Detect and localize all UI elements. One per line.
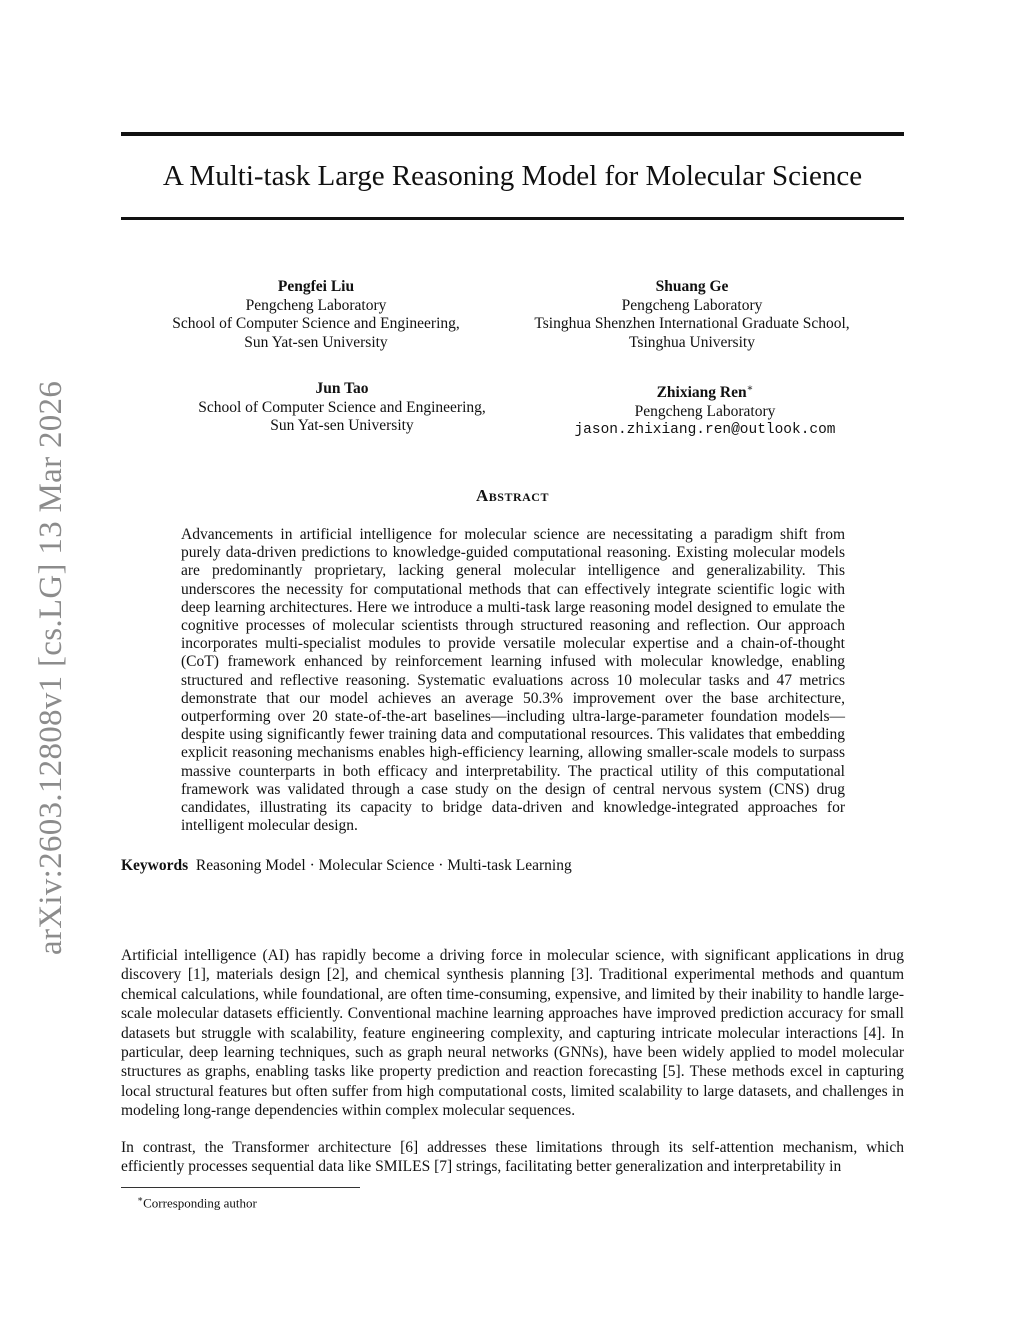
- footnote-mark: ∗: [137, 1194, 144, 1204]
- author-affiliation: Sun Yat-sen University: [244, 333, 388, 351]
- body-paragraph: Artificial intelligence (AI) has rapidly become a driving force in molecular science, with significant applications in drug discovery [1], materials design [2], and chemical synthesis planning [3]. Traditional experimental methods and quantum chemical calculations, while foundational, are often time-consuming, expensive, and limited by their inability to handle large-scale molecular datasets efficiently. Conventional machine learning approaches have improved prediction accuracy for small datasets but struggle with scalability, feature engineering complexity, and capturing intricate molecular interactions [4]. In particular, deep learning techniques, such as graph neural networks (GNNs), have been widely applied to model molecular structures as graphs, enabling tasks like property prediction and reaction forecasting [5]. These methods excel in capturing local structural features but often suffer from high computational costs, limited scalability to large datasets, and challenges in modeling long-range dependencies within complex molecular sequences.: [121, 947, 904, 1120]
- corresponding-mark: ∗: [746, 383, 754, 394]
- author-affiliation: Tsinghua Shenzhen International Graduate School,: [534, 315, 850, 332]
- keywords-text: Reasoning Model · Molecular Science · Multi-task Learning: [195, 857, 572, 874]
- author-block: [550, 380, 860, 440]
- abstract-heading: Abstract: [476, 486, 549, 505]
- author-block: [156, 278, 476, 352]
- author-name-corresponding: [550, 380, 860, 403]
- author-affiliation: School of Computer Science and Engineering,: [198, 398, 486, 416]
- keywords-label: Keywords: [121, 857, 189, 874]
- author-affiliation: Sun Yat-sen University: [270, 417, 414, 434]
- author-name: Pengfei Liu: [277, 278, 355, 295]
- body-paragraph: In contrast, the Transformer architecture [6] addresses these limitations through its self-attention mechanism, which efficiently processes sequential data like SMILES [7] strings, facilitating better generalization and interpretability in: [121, 1139, 904, 1176]
- abstract-text: Advancements in artificial intelligence for molecular science are necessitating a paradigm shift from purely data-driven predictions to knowledge-guided computational reasoning. Existing molecular models are predominantly proprietary, lacking general molecular intelligence and generalizability. This underscores the necessity for computational methods that can effectively integrate scientific logic with deep learning architectures. Here we introduce a multi-task large reasoning model designed to emulate the cognitive processes of molecular scientists through structured reasoning and reflection. Our approach incorporates multi-specialist modules to provide versatile molecular expertise and a chain-of-thought (CoT) framework enhanced by reinforcement learning infused with molecular knowledge, enabling structured and reflective reasoning. Systematic evaluations across 10 molecular tasks and 47 metrics demonstrate that our model achieves an average 50.3% improvement over the base architecture, outperforming over 20 state-of-the-art baselines—including ultra-large-parameter foundation models—despite using significantly fewer training data and computational resources. This validates that embedding explicit reasoning mechanisms enables high-efficiency learning, allowing smaller-scale models to surpass massive counterparts in both efficacy and interpretability. The practical utility of this computational framework was validated through a case study on the design of central nervous system (CNS) drug candidates, illustrating its capacity to bridge data-driven and knowledge-integrated approaches for intelligent molecular design.: [181, 526, 845, 835]
- footnote-text: Corresponding author: [143, 1195, 257, 1211]
- arxiv-stamp: arXiv:2603.12808v1 [cs.LG] 13 Mar 2026: [33, 380, 69, 955]
- author-name: Shuang Ge: [655, 278, 729, 295]
- author-affiliation: Pengcheng Laboratory: [245, 296, 387, 314]
- keywords-line: [121, 856, 572, 875]
- author-name: Jun Tao: [315, 380, 369, 397]
- author-name: Zhixiang Ren: [656, 384, 747, 402]
- author-email[interactable]: jason.zhixiang.ren@outlook.com: [574, 422, 836, 439]
- author-block: [512, 278, 872, 352]
- paper-title: A Multi-task Large Reasoning Model for Molecular Science: [162, 160, 863, 192]
- author-block: [172, 380, 512, 436]
- title-rule-top: [121, 132, 904, 136]
- author-affiliation: Pengcheng Laboratory: [634, 402, 776, 420]
- author-affiliation: School of Computer Science and Engineering,: [172, 315, 460, 332]
- author-affiliation: Pengcheng Laboratory: [621, 296, 763, 314]
- title-rule-bottom: [121, 217, 904, 220]
- footnote-rule: [121, 1187, 360, 1188]
- author-affiliation: Tsinghua University: [629, 333, 755, 351]
- footnote: [137, 1191, 257, 1211]
